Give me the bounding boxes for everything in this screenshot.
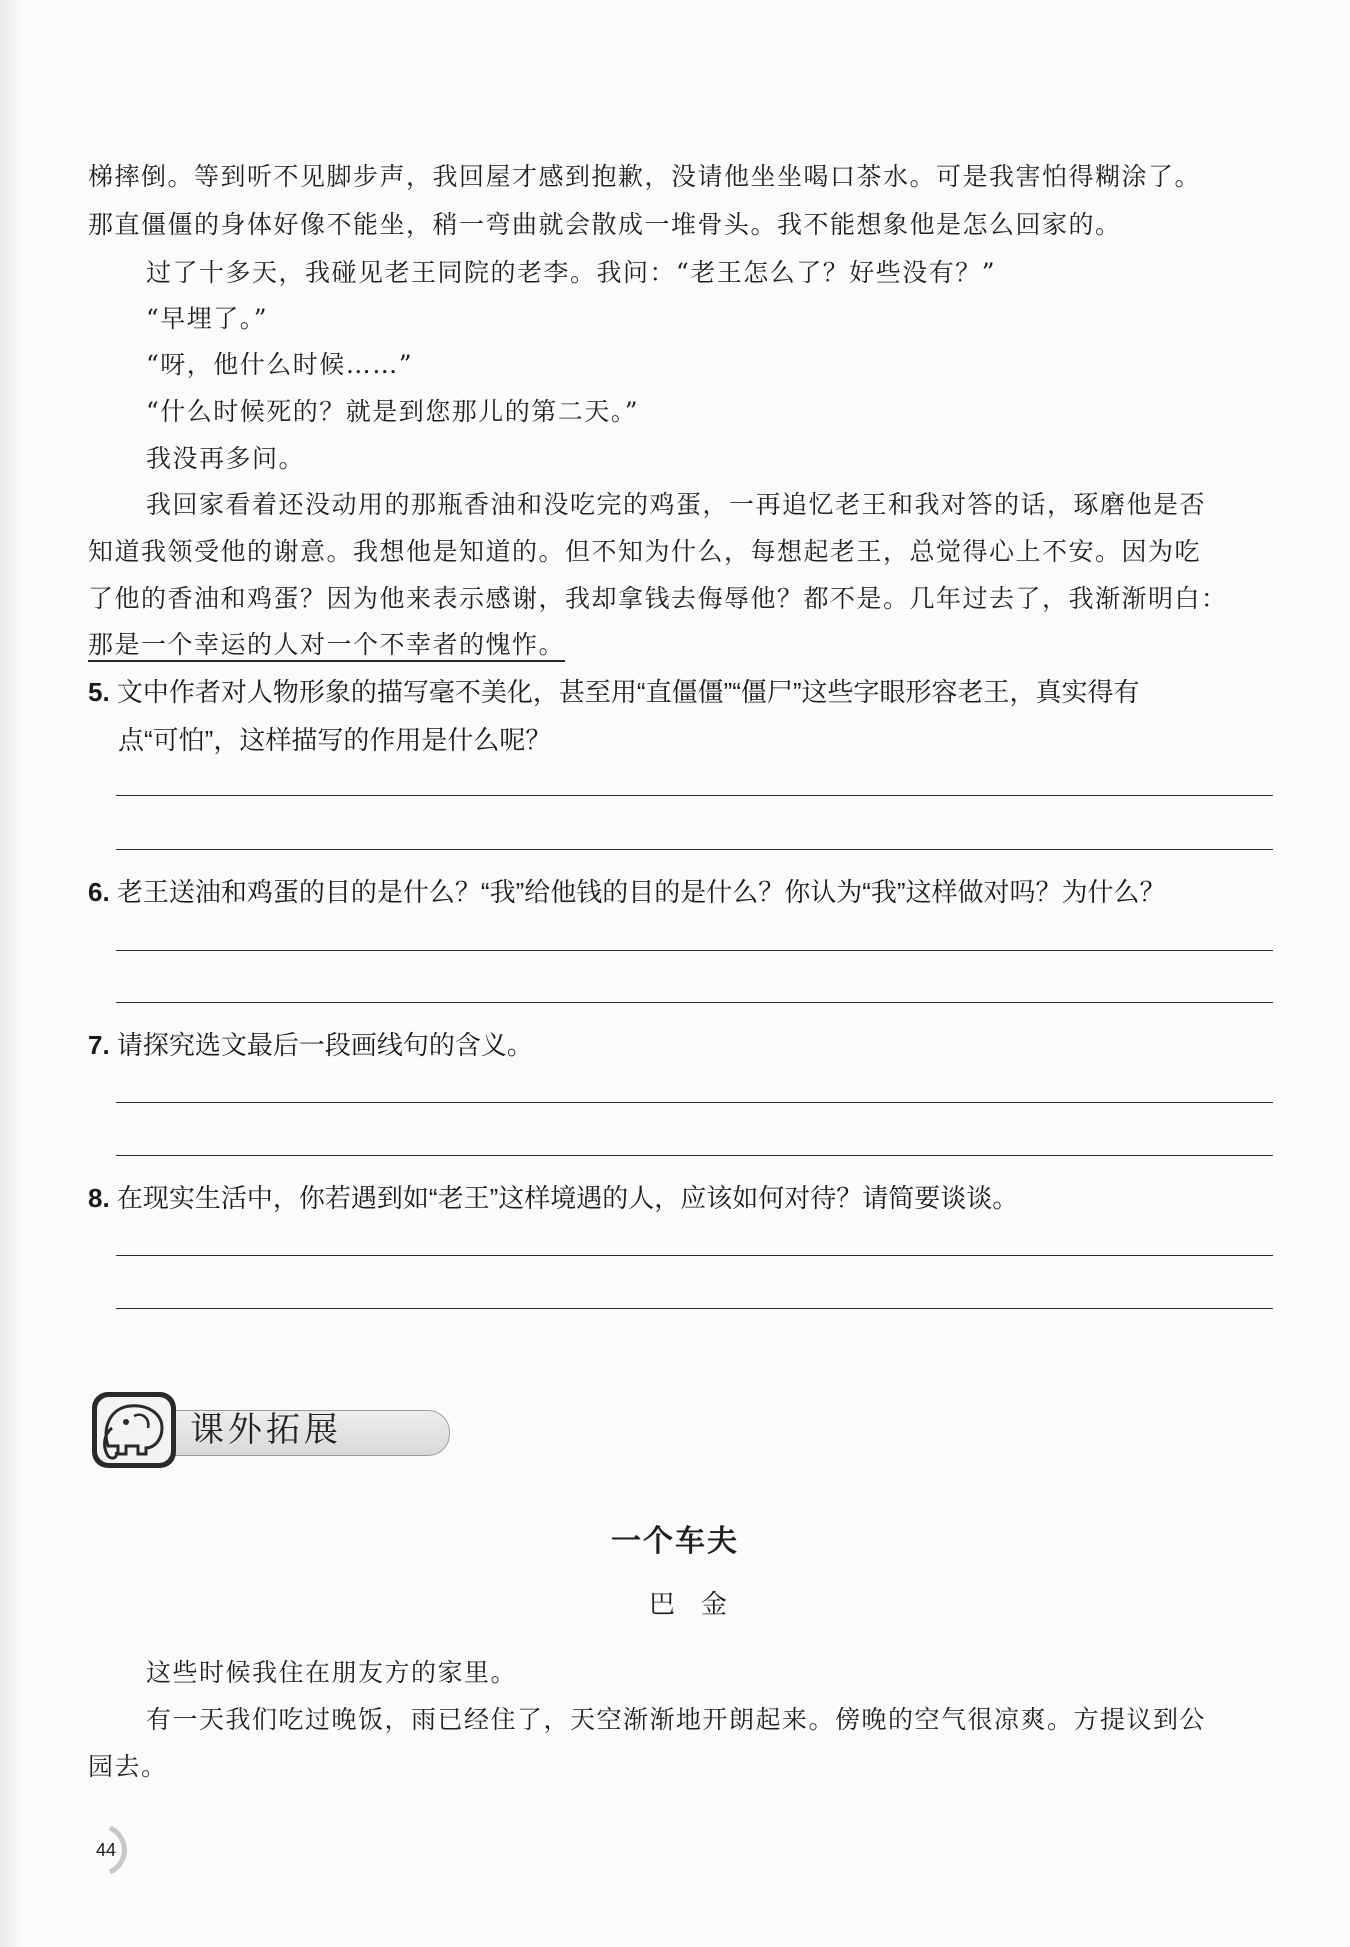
- passage-line: “呀，他什么时候……”: [146, 350, 414, 379]
- passage-line: “什么时候死的？就是到您那儿的第二天。”: [146, 397, 640, 426]
- passage-line: 我回家看着还没动用的那瓶香油和没吃完的鸡蛋，一再追忆老王和我对答的话，琢磨他是否: [146, 490, 1207, 519]
- article-line: 有一天我们吃过晚饭，雨已经住了，天空渐渐地开朗起来。傍晚的空气很凉爽。方提议到公: [146, 1705, 1207, 1734]
- elephant-emblem-icon: [88, 1388, 184, 1472]
- underlined-sentence: [88, 628, 565, 662]
- answer-line[interactable]: [116, 1155, 1273, 1156]
- article-line: 园去。: [88, 1752, 168, 1781]
- question-7: [88, 1025, 533, 1065]
- passage-line: 那直僵僵的身体好像不能坐，稍一弯曲就会散成一堆骨头。我不能想象他是怎么回家的。: [88, 210, 1122, 239]
- passage-line: 知道我领受他的谢意。我想他是知道的。但不知为什么，每想起老王，总觉得心上不安。因为吃: [88, 537, 1202, 566]
- passage-line: 我没再多问。: [146, 444, 306, 473]
- section-title: 课外拓展: [190, 1410, 342, 1450]
- article-title: 一个车夫: [611, 1524, 739, 1559]
- question-number: 5.: [88, 677, 110, 707]
- answer-line[interactable]: [116, 950, 1273, 951]
- question-number: 6.: [88, 877, 110, 907]
- question-text: 请探究选文最后一段画线句的含义。: [116, 1030, 533, 1060]
- question-number: 8.: [88, 1183, 110, 1213]
- question-text: 文中作者对人物形象的描写毫不美化，甚至用“直僵僵”“僵尸”这些字眼形容老王，真实得有: [116, 677, 1140, 707]
- question-number: 7.: [88, 1030, 110, 1060]
- page-edge-shadow: [0, 0, 22, 1947]
- passage-line: 过了十多天，我碰见老王同院的老李。我问：“老王怎么了？好些没有？”: [146, 258, 997, 287]
- question-text: 老王送油和鸡蛋的目的是什么？“我”给他钱的目的是什么？你认为“我”这样做对吗？为什么？: [116, 877, 1166, 907]
- page-number: 44: [96, 1840, 117, 1860]
- article-line: 这些时候我住在朋友方的家里。: [146, 1658, 518, 1687]
- question-5: [88, 672, 1140, 712]
- article-author: 巴金: [648, 1590, 753, 1620]
- question-text: 在现实生活中，你若遇到如“老王”这样境遇的人，应该如何对待？请简要谈谈。: [116, 1183, 1019, 1213]
- answer-line[interactable]: [116, 1002, 1273, 1003]
- answer-line[interactable]: [116, 1308, 1273, 1309]
- passage-line: 梯摔倒。等到听不见脚步声，我回屋才感到抱歉，没请他坐坐喝口茶水。可是我害怕得糊涂了。: [88, 162, 1202, 191]
- question-5-continued: 点“可怕”，这样描写的作用是什么呢？: [118, 725, 552, 755]
- underlined-sentence-text: 那是一个幸运的人对一个不幸者的愧怍。: [88, 630, 565, 662]
- passage-line: 了他的香油和鸡蛋？因为他来表示感谢，我却拿钱去侮辱他？都不是。几年过去了，我渐渐明白：: [88, 584, 1228, 613]
- question-8: [88, 1178, 1018, 1218]
- answer-line[interactable]: [116, 795, 1273, 796]
- question-6: [88, 872, 1166, 912]
- answer-line[interactable]: [116, 1255, 1273, 1256]
- answer-line[interactable]: [116, 1102, 1273, 1103]
- answer-line[interactable]: [116, 849, 1273, 850]
- passage-line: “早埋了。”: [146, 304, 269, 333]
